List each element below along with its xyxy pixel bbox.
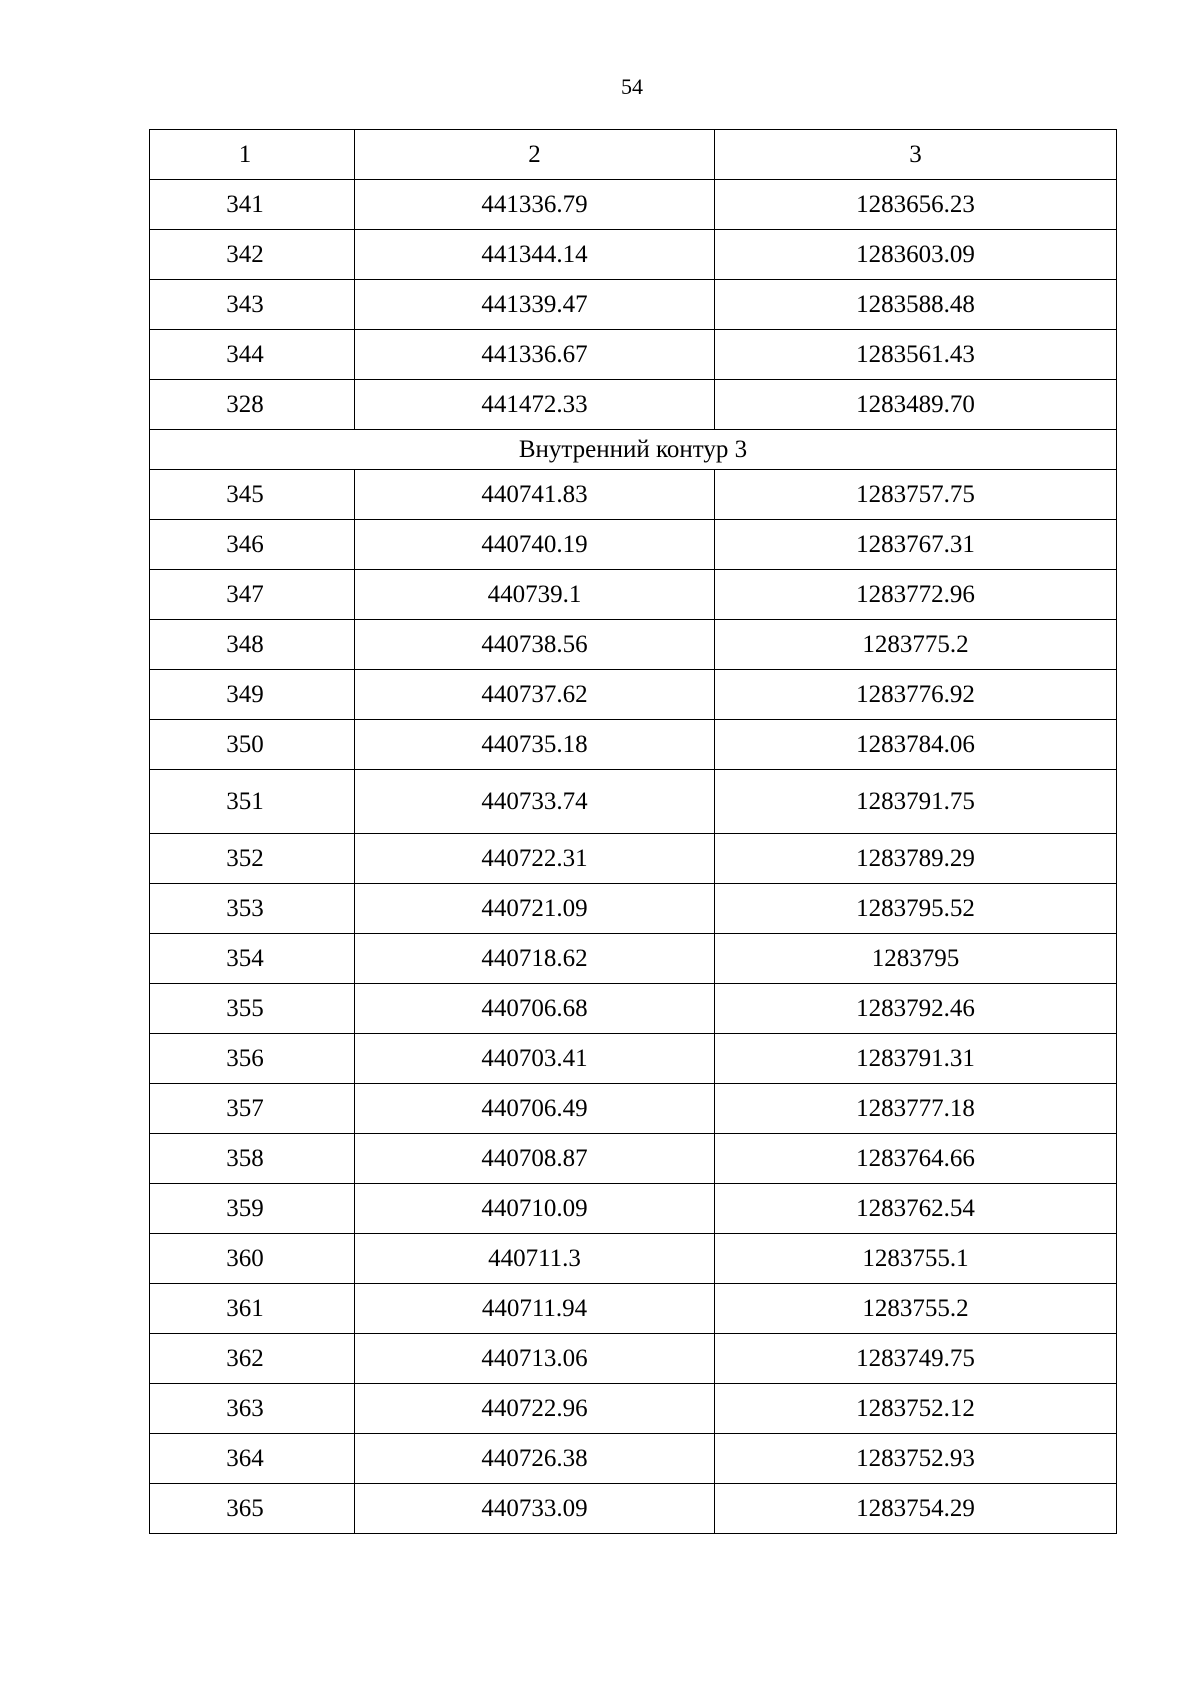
table-row bbox=[150, 1084, 1117, 1134]
cell-point-number: 347 bbox=[150, 570, 355, 620]
cell-y: 1283755.1 bbox=[715, 1234, 1117, 1284]
cell-y: 1283784.06 bbox=[715, 720, 1117, 770]
cell-x: 440722.96 bbox=[355, 1384, 715, 1434]
cell-point-number: 354 bbox=[150, 934, 355, 984]
cell-point-number: 351 bbox=[150, 770, 355, 834]
coordinates-table bbox=[149, 129, 1117, 1534]
cell-y: 1283757.75 bbox=[715, 470, 1117, 520]
cell-point-number: 361 bbox=[150, 1284, 355, 1334]
page-number: 54 bbox=[621, 74, 643, 99]
cell-y: 1283489.70 bbox=[715, 380, 1117, 430]
cell-point-number: 356 bbox=[150, 1034, 355, 1084]
cell-point-number: 360 bbox=[150, 1234, 355, 1284]
cell-y: 1283767.31 bbox=[715, 520, 1117, 570]
table-row bbox=[150, 1334, 1117, 1384]
cell-point-number: 364 bbox=[150, 1434, 355, 1484]
cell-y: 1283777.18 bbox=[715, 1084, 1117, 1134]
cell-x: 440733.09 bbox=[355, 1484, 715, 1534]
cell-x: 440740.19 bbox=[355, 520, 715, 570]
cell-point-number: 358 bbox=[150, 1134, 355, 1184]
cell-y: 1283764.66 bbox=[715, 1134, 1117, 1184]
table-row bbox=[150, 1234, 1117, 1284]
cell-point-number: 365 bbox=[150, 1484, 355, 1534]
table-body bbox=[150, 130, 1117, 1534]
cell-x: 440741.83 bbox=[355, 470, 715, 520]
cell-y: 1283791.31 bbox=[715, 1034, 1117, 1084]
table-row bbox=[150, 620, 1117, 670]
cell-point-number: 353 bbox=[150, 884, 355, 934]
cell-point-number: 357 bbox=[150, 1084, 355, 1134]
cell-x: 440721.09 bbox=[355, 884, 715, 934]
table-header-row bbox=[150, 130, 1117, 180]
table-row bbox=[150, 330, 1117, 380]
cell-y: 1283561.43 bbox=[715, 330, 1117, 380]
cell-y: 1283772.96 bbox=[715, 570, 1117, 620]
table-row bbox=[150, 884, 1117, 934]
cell-y: 1283752.12 bbox=[715, 1384, 1117, 1434]
cell-x: 440722.31 bbox=[355, 834, 715, 884]
cell-point-number: 343 bbox=[150, 280, 355, 330]
cell-y: 1283792.46 bbox=[715, 984, 1117, 1034]
cell-x: 441336.67 bbox=[355, 330, 715, 380]
cell-point-number: 359 bbox=[150, 1184, 355, 1234]
cell-point-number: 328 bbox=[150, 380, 355, 430]
cell-x: 440737.62 bbox=[355, 670, 715, 720]
table-row bbox=[150, 380, 1117, 430]
cell-x: 440738.56 bbox=[355, 620, 715, 670]
cell-x: 441472.33 bbox=[355, 380, 715, 430]
cell-x: 440718.62 bbox=[355, 934, 715, 984]
cell-x: 441344.14 bbox=[355, 230, 715, 280]
cell-y: 1283749.75 bbox=[715, 1334, 1117, 1384]
table-row bbox=[150, 984, 1117, 1034]
table-row bbox=[150, 570, 1117, 620]
cell-x: 440706.49 bbox=[355, 1084, 715, 1134]
cell-y: 1283795.52 bbox=[715, 884, 1117, 934]
table-row bbox=[150, 770, 1117, 834]
table-row bbox=[150, 180, 1117, 230]
table-row bbox=[150, 1184, 1117, 1234]
cell-x: 440733.74 bbox=[355, 770, 715, 834]
cell-y: 1283791.75 bbox=[715, 770, 1117, 834]
cell-y: 1283795 bbox=[715, 934, 1117, 984]
table-row bbox=[150, 934, 1117, 984]
table-row bbox=[150, 1384, 1117, 1434]
cell-y: 1283755.2 bbox=[715, 1284, 1117, 1334]
cell-point-number: 352 bbox=[150, 834, 355, 884]
cell-x: 440703.41 bbox=[355, 1034, 715, 1084]
cell-x: 441336.79 bbox=[355, 180, 715, 230]
cell-x: 440708.87 bbox=[355, 1134, 715, 1184]
cell-x: 440713.06 bbox=[355, 1334, 715, 1384]
cell-x: 441339.47 bbox=[355, 280, 715, 330]
cell-y: 1283762.54 bbox=[715, 1184, 1117, 1234]
cell-point-number: 346 bbox=[150, 520, 355, 570]
table-row bbox=[150, 1434, 1117, 1484]
table-row bbox=[150, 230, 1117, 280]
cell-x: 440710.09 bbox=[355, 1184, 715, 1234]
cell-y: 1283588.48 bbox=[715, 280, 1117, 330]
cell-y: 1283789.29 bbox=[715, 834, 1117, 884]
table-row bbox=[150, 670, 1117, 720]
cell-y: 1283754.29 bbox=[715, 1484, 1117, 1534]
cell-x: 440726.38 bbox=[355, 1434, 715, 1484]
cell-x: 440711.94 bbox=[355, 1284, 715, 1334]
table-row bbox=[150, 1134, 1117, 1184]
table-row bbox=[150, 280, 1117, 330]
cell-y: 1283775.2 bbox=[715, 620, 1117, 670]
cell-x: 440711.3 bbox=[355, 1234, 715, 1284]
table-row bbox=[150, 720, 1117, 770]
section-label: Внутренний контур 3 bbox=[150, 430, 1117, 470]
table-row bbox=[150, 470, 1117, 520]
cell-point-number: 345 bbox=[150, 470, 355, 520]
cell-y: 1283656.23 bbox=[715, 180, 1117, 230]
cell-point-number: 362 bbox=[150, 1334, 355, 1384]
table-row bbox=[150, 1284, 1117, 1334]
cell-point-number: 350 bbox=[150, 720, 355, 770]
cell-point-number: 348 bbox=[150, 620, 355, 670]
cell-x: 440739.1 bbox=[355, 570, 715, 620]
cell-y: 1283603.09 bbox=[715, 230, 1117, 280]
cell-y: 1283752.93 bbox=[715, 1434, 1117, 1484]
cell-point-number: 342 bbox=[150, 230, 355, 280]
cell-x: 440706.68 bbox=[355, 984, 715, 1034]
header-cell-point-number: 1 bbox=[150, 130, 355, 180]
section-row bbox=[150, 430, 1117, 470]
cell-x: 440735.18 bbox=[355, 720, 715, 770]
cell-point-number: 349 bbox=[150, 670, 355, 720]
cell-point-number: 344 bbox=[150, 330, 355, 380]
cell-point-number: 363 bbox=[150, 1384, 355, 1434]
table-row bbox=[150, 834, 1117, 884]
cell-point-number: 355 bbox=[150, 984, 355, 1034]
table-row bbox=[150, 1484, 1117, 1534]
cell-point-number: 341 bbox=[150, 180, 355, 230]
table-row bbox=[150, 520, 1117, 570]
header-cell-y: 3 bbox=[715, 130, 1117, 180]
cell-y: 1283776.92 bbox=[715, 670, 1117, 720]
table-row bbox=[150, 1034, 1117, 1084]
header-cell-x: 2 bbox=[355, 130, 715, 180]
